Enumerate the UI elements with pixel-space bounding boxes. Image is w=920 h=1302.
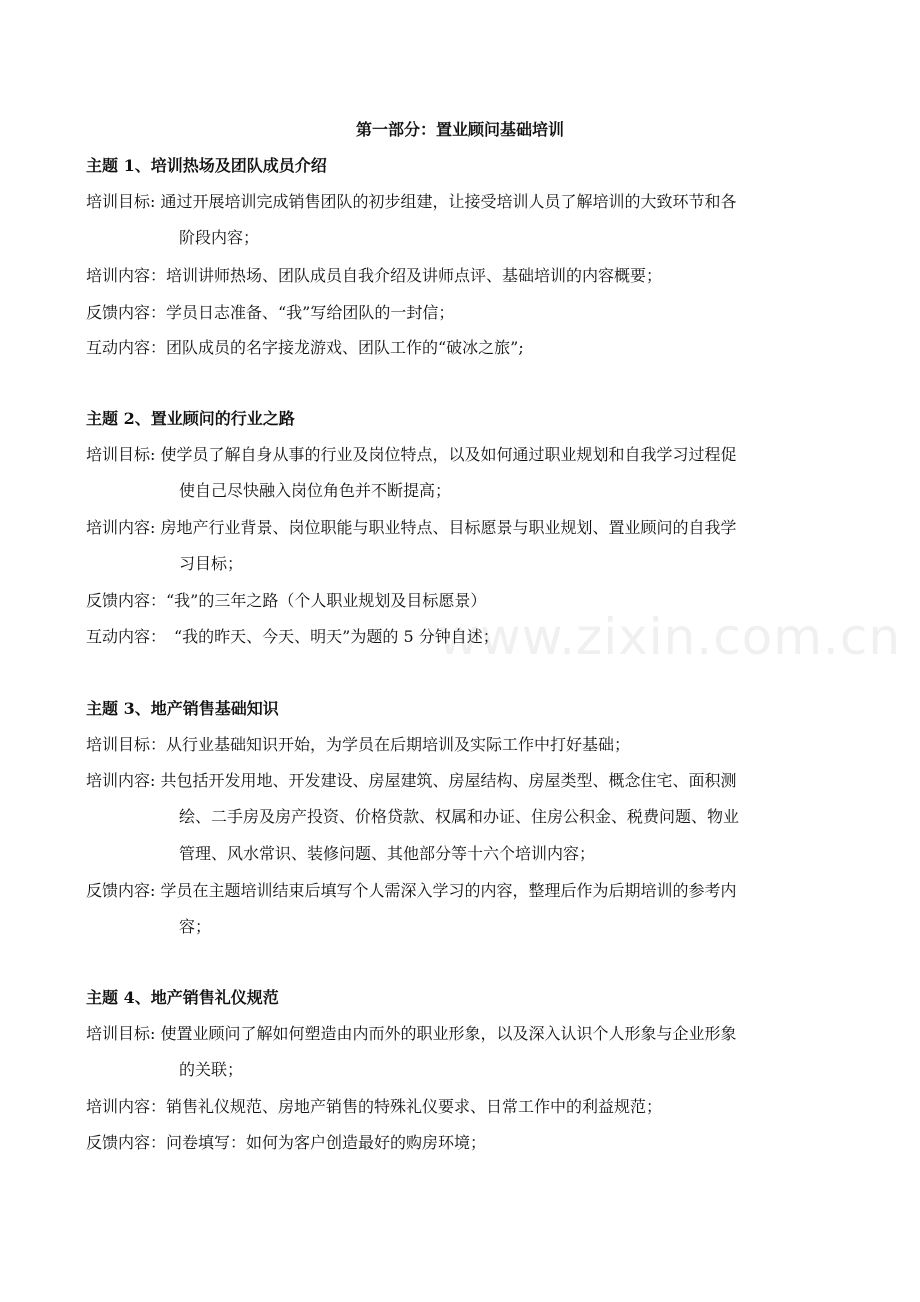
section-2-line-1: 培训目标: 使学员了解自身从事的行业及岗位特点，以及如何通过职业规划和自我学习过程促	[86, 445, 737, 464]
section-4-line-2: 的关联；	[179, 1060, 244, 1079]
section-1-line-1: 培训目标: 通过开展培训完成销售团队的初步组建，让接受培训人员了解培训的大致环节和各	[86, 192, 737, 211]
section-2-heading: 主题 2、置业顾问的行业之路	[86, 409, 295, 428]
section-4-line-1: 培训目标: 使置业顾问了解如何塑造由内而外的职业形象，以及深入认识个人形象与企业形象	[86, 1024, 737, 1043]
section-2-line-3: 培训内容: 房地产行业背景、岗位职能与职业特点、目标愿景与职业规划、置业顾问的自我学	[86, 518, 737, 537]
section-1-line-5: 互动内容：团队成员的名字接龙游戏、团队工作的“破冰之旅”;	[86, 338, 524, 357]
section-3-line-3: 绘、二手房及房产投资、价格贷款、权属和办证、住房公积金、税费问题、物业	[179, 807, 740, 826]
section-4-line-4: 反馈内容：问卷填写：如何为客户创造最好的购房环境；	[86, 1133, 487, 1152]
section-3-line-4: 管理、风水常识、装修问题、其他部分等十六个培训内容；	[179, 844, 596, 863]
page-title: 第一部分：置业顾问基础培训	[355, 120, 564, 139]
section-2-line-4: 习目标；	[179, 554, 244, 573]
section-3-line-2: 培训内容: 共包括开发用地、开发建设、房屋建筑、房屋结构、房屋类型、概念住宅、面积测	[86, 771, 737, 790]
section-2-line-6: 互动内容： “我的昨天、今天、明天”为题的 5 分钟自述；	[86, 627, 499, 646]
section-3-line-6: 容；	[179, 917, 212, 936]
section-4-heading: 主题 4、地产销售礼仪规范	[86, 988, 279, 1007]
section-1-line-2: 阶段内容；	[179, 228, 260, 247]
section-2-line-5: 反馈内容：“我”的三年之路（个人职业规划及目标愿景）	[86, 591, 487, 610]
section-3-heading: 主题 3、地产销售基础知识	[86, 699, 279, 718]
section-4-line-3: 培训内容：销售礼仪规范、房地产销售的特殊礼仪要求、日常工作中的利益规范；	[86, 1097, 663, 1116]
watermark: www.zixin.com.cn	[438, 608, 902, 666]
section-3-line-5: 反馈内容: 学员在主题培训结束后填写个人需深入学习的内容，整理后作为后期培训的参考内	[86, 881, 737, 900]
section-1-line-3: 培训内容：培训讲师热场、团队成员自我介绍及讲师点评、基础培训的内容概要；	[86, 266, 663, 285]
section-1-heading: 主题 1、培训热场及团队成员介绍	[86, 156, 327, 175]
section-1-line-4: 反馈内容：学员日志准备、“我”写给团队的一封信；	[86, 303, 455, 322]
section-3-line-1: 培训目标：从行业基础知识开始，为学员在后期培训及实际工作中打好基础；	[86, 735, 631, 754]
section-2-line-2: 使自己尽快融入岗位角色并不断提高；	[179, 481, 452, 500]
